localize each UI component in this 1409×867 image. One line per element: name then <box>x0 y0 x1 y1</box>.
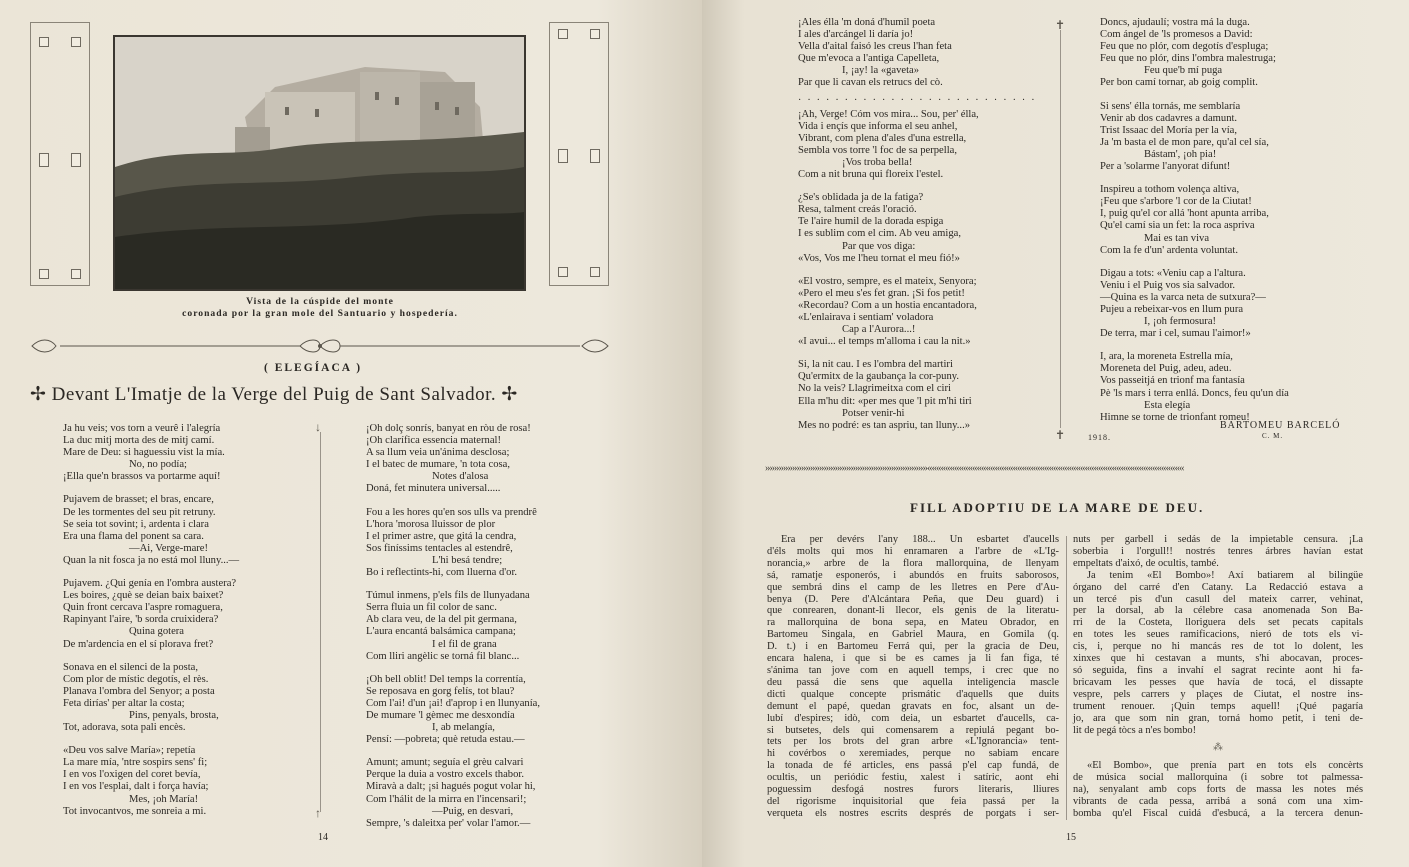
verse-line: Mes no podré: es tan aspriu, tan lluny...» <box>798 419 971 431</box>
verse-line: ¡Vos troba bella! <box>842 156 913 168</box>
verse-line: Com lliri angèlic se torná fil blanc... <box>366 650 520 662</box>
verse-line: Par que li cavan els retrucs del cò. <box>798 77 943 89</box>
prose-line: bomba qu'el Fiscal cuidá d'esbucá, a la tercera denun- <box>1073 808 1363 820</box>
prose-line: per la dorsal, ab la célebre casa anomenada Son Ba- <box>1073 605 1363 617</box>
verse-line: Sempre, 's daleitxa per' volar l'amor.— <box>366 817 531 829</box>
verse-line: Fou a les hores qu'en sos ulls va prendrê <box>366 506 537 518</box>
prose-line: bricavam les pesses que havía de tocá, el dissapte <box>1073 676 1363 688</box>
frame-square <box>71 37 81 47</box>
stanza <box>366 757 616 830</box>
verse-line: De les tormentes del seu pit retruny. <box>63 506 216 518</box>
prose-line: de música social mallorquina (i sobre tot palmessa- <box>1073 772 1363 784</box>
verse-line: —Puig, en desvari, <box>432 805 514 817</box>
divider-ornament <box>30 336 610 356</box>
signature-note: C. M. <box>1262 432 1284 440</box>
stanza <box>798 17 1053 90</box>
page-number: 14 <box>318 832 328 843</box>
verse-line: ¡Feu que s'arbore 'l cor de la Ciutat! <box>1100 196 1252 208</box>
verse-line: I ales d'arcángel li daría jo! <box>798 29 914 41</box>
right-frame-panel <box>549 22 609 286</box>
verse-line: Pensí: —pobreta; què retuda estau.— <box>366 734 525 746</box>
verse-line: Moreneta del Puig, adeu, adeu. <box>1100 363 1232 375</box>
prose-line: nuts per garbell i sedás de la impietable censura. ¡La <box>1073 534 1363 545</box>
prose-line: Ja tenim «El Bombo»! Axí batiarem al bilingüe <box>1087 569 1363 581</box>
prose-line: ra mallorquina de bona sepa, en Mateu Obrador, en <box>767 617 1059 629</box>
verse-line: La mare mía, 'ntre sospirs sens' fi; <box>63 757 208 769</box>
verse-line: Com ángel de 'ls promesos a David: <box>1100 29 1253 41</box>
stanza <box>1100 351 1380 424</box>
prose-line: del rigorisme inquisitorial que feia passá per la <box>767 795 1059 807</box>
verse-line: Que m'evoca a l'antiga Capelleta, <box>798 53 940 65</box>
prose-line: tets per los brots del gran arbre «L'Ignorancia» tent- <box>767 736 1059 748</box>
verse-line: —Ai, Verge-mare! <box>129 542 209 554</box>
verse-line: Miravà a dalt; ¡si hagués pogut volar hi, <box>366 781 536 793</box>
verse-line: Notes d'alosa <box>432 471 489 483</box>
verse-line: De mumare 'l gèmec me desxondía <box>366 709 515 721</box>
verse-line: Doná, fet minutera universal..... <box>366 483 501 495</box>
frame-square <box>558 29 568 39</box>
verse-line: Ab clara veu, de la del pit germana, <box>366 614 517 626</box>
verse-line: I en vos l'oxigen del coret bevía, <box>63 769 201 781</box>
stanza <box>798 109 1053 182</box>
verse-line: Himne se torne de trionfant romeu! <box>1100 411 1250 423</box>
caption-line: Vista de la cúspide del monte <box>246 296 394 307</box>
verse-line: L'hora 'morosa lluissor de plor <box>366 518 496 530</box>
author-signature: BARTOMEU BARCELÓ <box>1220 420 1341 431</box>
verse-line: Feu que no plór, com degotís d'espluga; <box>1100 41 1269 53</box>
verse-line: Planava l'ombra del Senyor; a posta <box>63 685 215 697</box>
poem-title <box>30 383 518 406</box>
stanza <box>1100 101 1380 174</box>
frame-square <box>39 37 49 47</box>
verse-line: Digau a tots: «Veniu cap a l'altura. <box>1100 267 1246 279</box>
prose-line: Bartomeu Singala, en Gabriel Maura, en Gomila (q. <box>767 629 1059 641</box>
verse-line: Era una flama del ponent sa cara. <box>63 530 204 542</box>
stanza <box>63 423 313 483</box>
verse-line: Mes, ¡oh María! <box>129 793 199 805</box>
verse-line: Rapinyant l'aire, 'b sorda cruixidera? <box>63 614 219 626</box>
prose-line: na), senyalant amb cops forts de massa les notes més <box>1073 784 1363 796</box>
prose-line: soberbia i l'orgull!! nostrés tenres árbres havían estat <box>1073 545 1363 557</box>
prose-line: xinxes que hi cestavan a munts, s'hi abocavan, proces- <box>1073 653 1363 665</box>
verse-line: Mare de Deu: si haguessiu vist la mía. <box>63 447 225 459</box>
article-column-2 <box>1073 534 1363 820</box>
column-rule <box>1066 536 1067 820</box>
verse-line: Bo i reflectints-hi, com lluerna d'or. <box>366 567 518 579</box>
stanza <box>63 494 313 567</box>
prose-line: Era per devérs l'any 188... Un esbartet d'aucells <box>781 534 1059 545</box>
separator-dots: ·························· <box>798 94 1041 106</box>
rule-ornament-icon: ↑ <box>315 806 321 820</box>
frame-square <box>71 153 81 167</box>
verse-line: «L'enlairava i sentiam' voladora <box>798 311 934 323</box>
prose-line: «El Bombo», que prenía part en tots els concèrts <box>1087 760 1363 772</box>
verse-line: Amunt; amunt; seguía el grèu calvari <box>366 757 524 769</box>
photo-caption <box>60 296 580 320</box>
prose-line: ocultis, un periódic festiu, xalest i satíric, aont ehi <box>767 772 1059 784</box>
prose-line: rri de la Costeta, lloriguera dels set pecats capitals <box>1073 617 1363 629</box>
poem-column-1 <box>63 423 313 829</box>
verse-line: Per a 'solarme l'anyorat difunt! <box>1100 161 1231 173</box>
verse-line: ¡Ah, Verge! Cóm vos mira... Sou, per' élla, <box>798 108 979 120</box>
verse-line: I, ara, la moreneta Estrella mía, <box>1100 351 1233 363</box>
page-number: 15 <box>1066 832 1076 843</box>
verse-line: A sa llum veia un'ánima desclosa; <box>366 447 510 459</box>
decorative-border: »»»»»»»»»»»»»»»»»»»»»»»»»»»»»»»»»»»»««««««««««««««««««««««««««««««««««««««««««««««««««««««««« <box>765 462 1184 474</box>
frame-square <box>590 29 600 39</box>
stanza <box>63 662 313 735</box>
frame-square <box>590 149 600 163</box>
verse-line: Pujavem de brasset; el bras, encare, <box>63 494 214 506</box>
verse-line: ¡Ales élla 'm doná d'humil poeta <box>798 17 936 28</box>
stanza <box>798 359 1053 432</box>
stanza <box>366 674 616 747</box>
verse-line: Bástam', ¡oh pia! <box>1144 148 1217 160</box>
stanza <box>63 745 313 818</box>
poem-year: 1918. <box>1088 433 1111 442</box>
article-title: FILL ADOPTIU DE LA MARE DE DEU. <box>910 500 1205 515</box>
verse-line: Vibrant, com plena d'ales d'una estrella, <box>798 132 967 144</box>
verse-line: I, ab melangía, <box>432 722 495 734</box>
frame-square <box>39 153 49 167</box>
frame-square <box>71 269 81 279</box>
stanza <box>366 507 616 580</box>
verse-line: Les boires, ¿què se deian baix baixet? <box>63 590 224 602</box>
prose-line: la tonada de fé articles, ens passá p'el cap fundá, de <box>767 760 1059 772</box>
prose-line: vespre, pels carrers y plaçes de Ciutat, el nostre ins- <box>1073 688 1363 700</box>
verse-line: Veniu i el Puig vos sia salvador. <box>1100 279 1236 291</box>
verse-line: Resa, talment creás l'oració. <box>798 204 917 216</box>
verse-line: Feta dirías' per altar la costa; <box>63 697 185 709</box>
verse-line: Se reposava en gorg felís, tot blau? <box>366 685 515 697</box>
prose-line: en totes les seues ramificacions, nieró de tots els vi- <box>1073 629 1363 641</box>
stanza <box>1100 268 1380 341</box>
verse-line: Pè 'ls mars i terra enllá. Doncs, feu qu'un día <box>1100 387 1289 399</box>
poem-column-2 <box>366 423 616 841</box>
verse-line: I es sublim com el cim. Ab veu amiga, <box>798 228 961 240</box>
prose-line: cis, i, perque no hi mancás res de tot lo dolent, les <box>1073 641 1363 653</box>
prose-line: d'éls molts qui mos hi enramaren a l'arbre de «L'Ig- <box>767 545 1059 557</box>
verse-line: ¡Ella que'n brassos va portarme aquí! <box>63 471 221 483</box>
left-frame-panel <box>30 22 90 286</box>
verse-line: Feu que'b mí puga <box>1144 65 1223 77</box>
prose-line: poguessim desfogá nostres furors literaris, lliures <box>767 784 1059 796</box>
poem-title-text: Devant L'Imatje de la Verge del Puig de Sant Salvador. <box>51 384 497 405</box>
verse-line: Com plor de místic degotís, el rès. <box>63 673 209 685</box>
verse-line: Com l'hálit de la mirra en l'incensari!; <box>366 793 527 805</box>
verse-line: No, no podía; <box>129 459 187 471</box>
verse-line: «I avui... el temps m'alloma i cau la nit.» <box>798 336 971 348</box>
prose-line: que conrearen, donant-li llecor, els genis de la literatu- <box>767 605 1059 617</box>
verse-line: «Recordau? Com a un hostia encantadora, <box>798 299 977 311</box>
prose-line: órgano del carré d'en Catany. La Redacció estava a <box>1073 581 1363 593</box>
verse-line: Qu'ermitx de la gaubança la cor-puny. <box>798 371 960 383</box>
verse-line: Ja 'm basta el de mon pare, qu'al cel sía, <box>1100 136 1269 148</box>
verse-line: Cap a l'Aurora...! <box>842 324 916 336</box>
verse-line: I el primer astre, que gitá la cendra, <box>366 530 517 542</box>
prose-line: só seguida, fins a invahí el sagrat recinte aont hi fa- <box>1073 664 1363 676</box>
prose-line: deu passá die sens que aquella inteligencia mascle <box>767 676 1059 688</box>
verse-line: Tot invocantvos, me sonreia a mi. <box>63 805 207 817</box>
verse-line: Pujavem. ¿Qui genía en l'ombra austera? <box>63 578 237 590</box>
verse-line: Vella d'aital faisó les creus l'han feta <box>798 41 952 53</box>
verse-line: Com l'ai! d'un ¡ai! d'aprop i en llunyanía, <box>366 697 541 709</box>
ornamental-divider <box>30 336 610 356</box>
section-label: ( ELEGÍACA ) <box>264 362 363 374</box>
verse-line: «Vos, Vos me l'heu tornat el meu fió!» <box>798 252 960 264</box>
verse-line: Vida i ençís que informa el seu anhel, <box>798 120 958 132</box>
prose-line: s'ánima tan jove com en aquell temps, i crec que no <box>767 664 1059 676</box>
verse-line: «El vostro, sempre, es el mateix, Senyora; <box>798 275 977 287</box>
sanctuary-illustration <box>115 37 524 289</box>
stanza <box>63 578 313 651</box>
prose-line: hi covérbos o xeremiades, perque no sabiam encare <box>767 748 1059 760</box>
verse-line: Qu'el camí sia un fet: la roca aspriva <box>1100 220 1255 232</box>
prose-line: lit de pegá tòcs a n'es bombo! <box>1073 724 1197 736</box>
verse-line: Quina gotera <box>129 626 185 638</box>
prose-line: sá, ramatje esponerós, i abundós en fruits saborosos, <box>767 569 1059 581</box>
verse-line: Com la fe d'un' ardenta voluntat. <box>1100 244 1238 256</box>
rule-ornament-icon: ✝ <box>1055 428 1066 442</box>
frame-square <box>558 149 568 163</box>
poem-column-4 <box>1100 17 1380 435</box>
verse-line: La duc mitj morta des de mitj camí. <box>63 435 215 447</box>
verse-line: L'hi besá tendre; <box>432 554 503 566</box>
frame-square <box>39 269 49 279</box>
verse-line: ¡Oh bell oblit! Del temps la correntía, <box>366 673 526 685</box>
stanza <box>366 423 616 496</box>
rule-ornament-icon: ↓ <box>315 420 321 434</box>
verse-line: «Pero el meu s'es fet gran. ¡Si fos petit! <box>798 287 965 299</box>
verse-line: Feu que no plór, dins l'ombra malestruga; <box>1100 53 1276 65</box>
article-column-1 <box>767 534 1059 820</box>
verse-line: Inspireu a tothom volença altiva, <box>1100 184 1240 196</box>
left-page <box>0 0 702 867</box>
prose-line: vibrants de cada pessa, arribá a soná com una xim- <box>1073 796 1363 808</box>
prose-line: encara halena, i que si be es cames ja li fan figa, té <box>767 653 1059 665</box>
prose-line: que sembrá dins el camp de les lletres en Pere d'Au- <box>767 581 1059 593</box>
prose-line: demunt el papé, quedan gravats en foc, alsant un de- <box>767 700 1059 712</box>
verse-line: Venir ab dos cadavres a damunt. <box>1100 112 1238 124</box>
verse-line: Si, la nit cau. I es l'ombra del martiri <box>798 359 953 371</box>
stanza <box>798 276 1053 349</box>
verse-line: ¡Oh clarífica essencia maternal! <box>366 435 501 447</box>
verse-line: L'aura encantá balsámica campana; <box>366 626 516 638</box>
verse-line: Pujeu a rebeixar-vos en llum pura <box>1100 303 1244 315</box>
verse-line: Quin front cercava l'aspre romaguera, <box>63 602 223 614</box>
frame-square <box>558 267 568 277</box>
verse-line: Quan la nit fosca ja no está mol lluny...— <box>63 554 240 566</box>
verse-line: I, puig qu'el cor allá 'hont apunta arriba, <box>1100 208 1269 220</box>
verse-line: Sonava en el silenci de la posta, <box>63 661 199 673</box>
prose-line: benya (D. Pere d'Alcántara Peña, que Deu guard) i <box>767 593 1059 605</box>
prose-line: un tercé pis d'un casull del mateix carrer, vehinat, <box>1073 593 1363 605</box>
verse-line: I, ¡oh fermosura! <box>1144 316 1217 328</box>
stanza <box>1100 184 1380 257</box>
verse-line: Trist Issaac del Moría per la vía, <box>1100 124 1237 136</box>
prose-line: trument renouer. ¡Quin temps aquell! ¡Qué pagaría <box>1073 700 1363 712</box>
verse-line: Si sens' élla tornás, me semblaría <box>1100 100 1241 112</box>
prose-line: jo, ara que som nin gran, torná homo petit, i teni de- <box>1073 712 1363 724</box>
verse-line: Serra fluia un fil color de sanc. <box>366 602 497 614</box>
column-rule <box>1060 30 1061 428</box>
verse-line: Potser venir-hi <box>842 407 905 419</box>
prose-line: empeltats d'aixó, de ocultis, també. <box>1073 557 1219 569</box>
caption-line: coronada por la gran mole del Santuario y hospedería. <box>182 308 458 320</box>
verse-line: Túmul inmens, p'els fils de llunyadana <box>366 590 530 602</box>
verse-line: No la veis? Llagrimeitxa com el ciri <box>798 383 951 395</box>
verse-line: Per bon camí tornar, ab goig complit. <box>1100 77 1258 89</box>
paragraph-ornament-icon: ⁂ <box>1213 742 1223 754</box>
verse-line: «Deu vos salve María»; repetía <box>63 745 196 757</box>
prose-line: D. t.) i en Bartomeu Ferrá qui, per la gracia de Deu, <box>767 641 1059 653</box>
verse-line: Ja hu veis; vos torn a veurê i l'alegría <box>63 423 221 434</box>
prose-line: dicti qualque concepte prismátic d'aquells que duits <box>767 688 1059 700</box>
poem-column-3 <box>798 17 1053 443</box>
verse-line: Com a nit bruna qui floreix l'estel. <box>798 169 944 181</box>
prose-line: si butsetes, dels qui comensarem a repiulá pegant bo- <box>767 724 1059 736</box>
rule-ornament-icon: ✝ <box>1055 18 1066 32</box>
stanza <box>1100 17 1380 90</box>
frame-square <box>590 267 600 277</box>
title-ornament-icon: ✢ <box>496 384 518 405</box>
verse-line: I en vos l'esplai, dalt i força havía; <box>63 781 209 793</box>
verse-line: Doncs, ajudaulí; vostra má la duga. <box>1100 17 1250 28</box>
prose-line: verqueta els nostres escrits després de porgats i ser- <box>767 807 1059 819</box>
verse-line: Sos finíssims tentacles al estendrê, <box>366 542 513 554</box>
verse-line: —Quina es la varca neta de sutxura?— <box>1100 291 1266 303</box>
title-ornament-icon: ✢ <box>30 384 52 405</box>
verse-line: Pins, penyals, brosta, <box>129 709 219 721</box>
prose-line: lubí d'espires; idò, com deia, un esbartet d'aucells, ca- <box>767 712 1059 724</box>
verse-line: I, ¡ay! la «gaveta» <box>842 65 920 77</box>
verse-line: I el batec de mumare, 'n tota cosa, <box>366 459 510 471</box>
verse-line: Ella m'hu dit: «per mes que 'l pit m'hi tiri <box>798 395 972 407</box>
prose-line: norancia,» arbre de la flora mallorquina, de llenyam <box>767 557 1059 569</box>
verse-line: ¿Se's oblidada ja de la fatiga? <box>798 192 924 204</box>
verse-line: Perque la duia a vostro excels thabor. <box>366 769 524 781</box>
verse-line: Par que vos diga: <box>842 240 916 252</box>
verse-line: Tot, adorava, sota pali encès. <box>63 722 186 734</box>
sanctuary-photo <box>113 35 526 291</box>
verse-line: Vos passeitjá en trionf ma fantasía <box>1100 375 1245 387</box>
verse-line: De terra, mar i cel, sumau l'aimor!» <box>1100 328 1251 340</box>
stanza <box>798 192 1053 265</box>
verse-line: De m'ardencia en el sí plorava fret? <box>63 638 214 650</box>
stanza <box>366 590 616 663</box>
verse-line: Sembla vos torre 'l foc de sa perpella, <box>798 144 957 156</box>
verse-line: Mai es tan viva <box>1144 232 1210 244</box>
verse-line: ¡Oh dolç sonrís, banyat en ròu de rosa! <box>366 423 531 434</box>
column-rule <box>320 432 321 812</box>
verse-line: Esta elegía <box>1144 399 1191 411</box>
verse-line: Se seia tot sovint; i, ardenta i clara <box>63 518 209 530</box>
verse-line: Te l'aire humil de la dorada espiga <box>798 216 944 228</box>
verse-line: I el fil de grana <box>432 638 497 650</box>
